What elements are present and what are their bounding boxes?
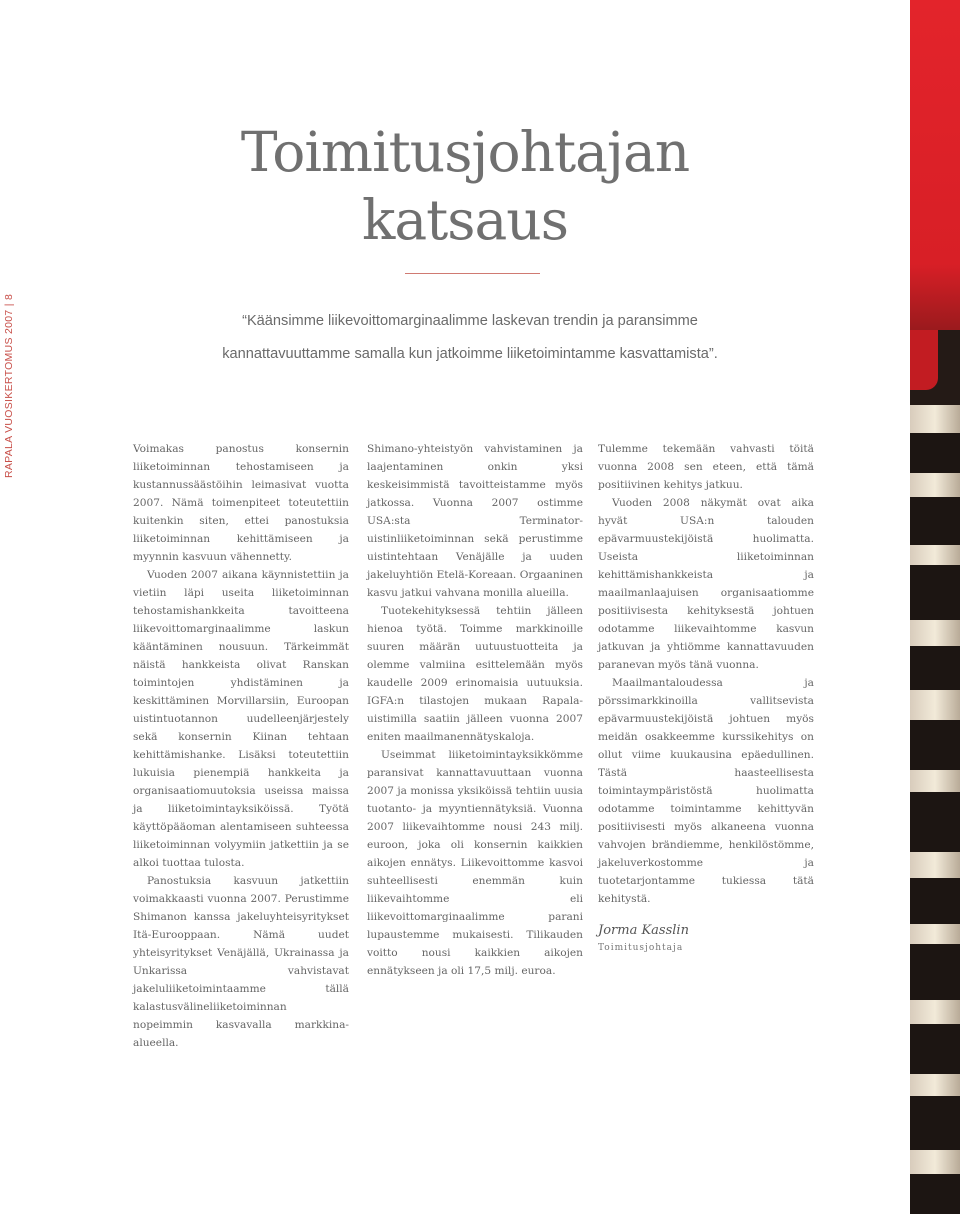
paragraph: Tulemme tekemään vahvasti töitä vuonna 2008 sen eteen, että tämä positiivinen kehitys jatkuu. (598, 443, 814, 491)
paragraph: Maailmantaloudessa ja pörssimarkkinoilla vallitsevista epävarmuustekijöistä johtuen myös meidän osakkeemme kurssikehitys on ollut viime kuukausina epäedullinen. Tästä haasteellisesta toimintaympäristöstä huolimatta odotamme toimintamme kehittyvän positiivisesti myös alkaneena vuonna vahvojen brändiemme, henkilöstömme, jakeluverkostomme ja tuotetarjontamme tukiessa tätä kehitystä. (598, 677, 814, 905)
text-column-1 (133, 440, 349, 1052)
title-divider (405, 273, 540, 274)
paragraph: Tuotekehityksessä tehtiin jälleen hienoa työtä. Toimme markkinoille suuren määrän uutuustuotteita ja olemme valmiina esittelemään myös kaudelle 2009 erinomaisia uutuuksia. IGFA:n tilastojen mukaan Rapala-uistimilla saatiin jälleen vuonna 2007 eniten maailmanennätyskaloja. (367, 605, 583, 743)
page-title (180, 118, 750, 254)
paragraph: Voimakas panostus konsernin liiketoiminnan tehostamiseen ja kustannussäästöihin leimasivat vuotta 2007. Nämä toimenpiteet toteutettiin kuitenkin siten, ettei panostuksia liiketoiminnan kehittämiseen ja myynnin kasvuun vähennetty. (133, 443, 349, 563)
pull-quote: “Käänsimme liikevoittomarginaalimme laskevan trendin ja paransimme kannattavuuttamme samalla kun jatkoimme liiketoimintamme kasvattamista”. (222, 313, 718, 362)
signature-role: Toimitusjohtaja (598, 943, 684, 953)
paragraph: Vuoden 2007 aikana käynnistettiin ja vietiin läpi useita liiketoiminnan tehostamishankkeita tavoitteena liikevoittomarginaalimme laskun kääntäminen nousuun. Tärkeimmät näistä hankkeista olivat Ranskan toimintojen yhdistäminen ja keskittäminen Morvillarsiin, Euroopan uistintuotannon uudelleenjärjestely sekä konsernin Kiinan tehtaan kehittämishanke. Lisäksi toteutettiin lukuisia pienempiä hankkeita ja organisaatiomuutoksia useissa maissa ja liiketoimintayksiköissä. Työtä käyttöpääoman alentamiseen suhteessa liiketoiminnan volyymiin jatkettiin ja se alkoi tuottaa tulosta. (133, 569, 349, 869)
text-column-3 (598, 440, 814, 956)
text-column-2 (367, 440, 583, 980)
page-title-line-2: katsaus (362, 188, 568, 252)
paragraph: Panostuksia kasvuun jatkettiin voimakkaasti vuonna 2007. Perustimme Shimanon kanssa jakeluyhteisyritykset Itä-Eurooppaan. Nämä uudet yhteisyritykset Venäjällä, Ukrainassa ja Unkarissa vahvistavat jakeluliiketoimintaamme tällä kalastusvälineliiketoiminnan nopeimmin kasvavalla markkina-alueella. (133, 875, 349, 1049)
paragraph: Vuoden 2008 näkymät ovat aika hyvät USA:n talouden epävarmuustekijöistä huolimatta. Useista liiketoiminnan kehittämishankkeista ja maailmanlaajuisen organisaatiomme positiivisesta kehityksestä johtuen odotamme liikevaihtomme kasvun jatkuvan ja yhtiömme kannattavuuden paranevan myös tänä vuonna. (598, 497, 814, 671)
page-title-line-1: Toimitusjohtajan (240, 120, 690, 184)
signature-name: Jorma Kasslin (598, 923, 689, 938)
decorative-photo-strip (910, 0, 960, 1214)
paragraph: Shimano-yhteistyön vahvistaminen ja laajentaminen onkin yksi keskeisimmistä tavoitteistamme myös jatkossa. Vuonna 2007 ostimme USA:sta Terminator-uistinliiketoiminnan sekä perustimme uistintehtaan Venäjälle ja uuden jakeluyhtiön Etelä-Koreaan. Orgaaninen kasvu jatkui vahvana monilla alueilla. (367, 443, 583, 599)
running-header: RAPALA VUOSIKERTOMUS 2007 | 8 (3, 293, 15, 478)
paragraph: Useimmat liiketoimintayksikkömme paransivat kannattavuuttaan vuonna 2007 ja monissa yksiköissä tehtiin uusia tuotanto- ja myyntiennätyksiä. Vuonna 2007 liikevaihtomme nousi 243 milj. euroon, joka oli konsernin kaikkien aikojen ennätys. Liikevoittomme kasvoi suhteellisesti enemmän kuin liikevaihtomme eli liikevoittomarginaalimme parani lupaustemme mukaisesti. Tilikauden voitto nousi kaikkien aikojen ennätykseen ja oli 17,5 milj. euroa. (367, 749, 583, 977)
